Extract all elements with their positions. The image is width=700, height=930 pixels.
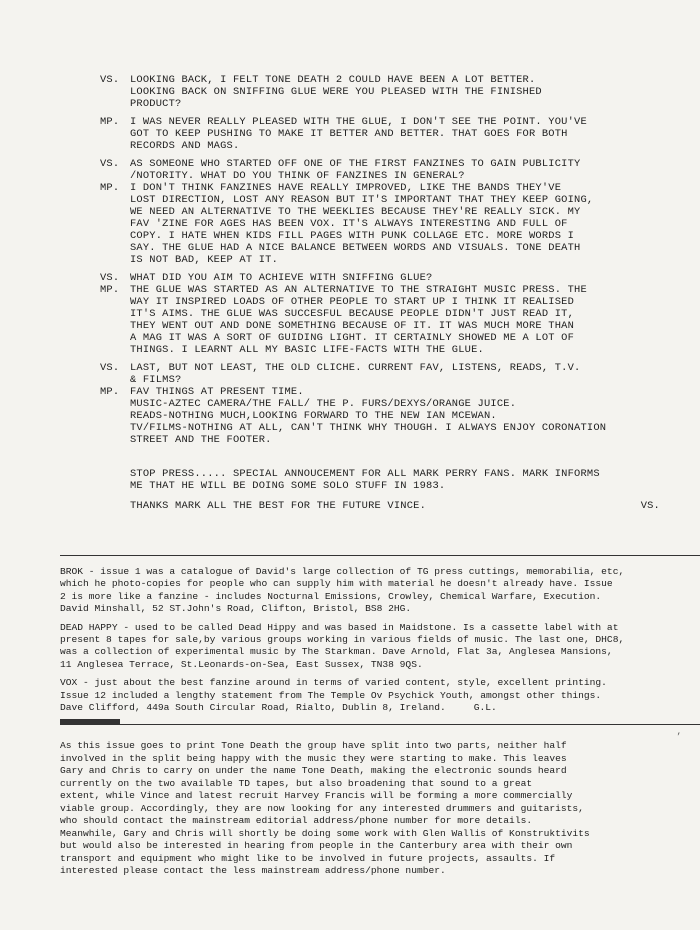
interview-block	[100, 158, 660, 182]
speaker-label: MP.	[100, 116, 120, 128]
interview-text: FAV THINGS AT PRESENT TIME. MUSIC-AZTEC CAMERA/THE FALL/ THE P. FURS/DEXYS/ORANGE JUICE. READS-NOTHING MUCH,LOOKING FORWARD TO THE NEW IAN MCEWAN. TV/FILMS-NOTHING AT ALL, CAN'T THINK WHY THOUGH. I ALWAYS ENJOY CORONATION STREET AND THE FOOTER.	[130, 386, 607, 446]
interview-text: WHAT DID YOU AIM TO ACHIEVE WITH SNIFFING GLUE?	[130, 272, 433, 284]
interview-block	[100, 284, 660, 356]
speaker-label: VS.	[100, 158, 120, 170]
interview-section	[100, 74, 660, 512]
review-signature: G.L.	[473, 702, 497, 714]
interview-block	[100, 272, 660, 284]
group-news: As this issue goes to print Tone Death the group have split into two parts, neither half involved in the split being happy with the music they were starting to make. This leaves Gary and Chris to carry on under the name Tone Death, making the electronic sounds heard currently on the two available TD tapes, but also broadening that sound to a great extent, while Vince and latest recruit Harvey Francis will be forming a more commercially viable group. Accordingly, they are now looking for any interested drummers and guitarists, who should contact the mainstream editorial address/phone number for more details. Meanwhile, Gary and Chris will shortly be doing some work with Glen Wallis of Konstruktivits but would also be interested in hearing from people in the Canterbury area with their own transport and equipment who might like to be involved in future projects, assaults. If interested please contact the less mainstream address/phone number.	[60, 740, 590, 876]
divider	[60, 555, 700, 556]
review-text: VOX - just about the best fanzine around in terms of varied content, style, excellent printing. Issue 12 included a lengthy statement from The Temple Ov Psychick Youth, amongst other things. Dave Clifford, 449a South Circular Road, Rialto, Dublin 8, Ireland.	[60, 677, 607, 714]
thanks-text: THANKS MARK ALL THE BEST FOR THE FUTURE VINCE.	[130, 500, 427, 512]
speaker-label: MP.	[100, 386, 120, 398]
speaker-label: VS.	[100, 74, 120, 86]
review-item	[60, 622, 700, 672]
review-item	[60, 566, 700, 616]
interview-text: I DON'T THINK FANZINES HAVE REALLY IMPROVED, LIKE THE BANDS THEY'VE LOST DIRECTION, LOST ANY REASON BUT IT'S IMPORTANT THAT THEY KEEP GOING, WE NEED AN ALTERNATIVE TO THE WEEKLIES BECAUSE THEY'RE REALLY SICK. MY FAV 'ZINE FOR AGES HAS BEEN VOX. IT'S ALWAYS INTERESTING AND FULL OF COPY. I HATE WHEN KIDS FILL PAGES WITH PUNK COLLAGE ETC. MORE WORDS I SAY. THE GLUE HAD A NICE BALANCE BETWEEN WORDS AND VISUALS. TONE DEATH IS NOT BAD, KEEP AT IT.	[130, 182, 594, 266]
page-mark: ’	[676, 732, 682, 742]
interview-block	[100, 74, 660, 110]
interview-block	[100, 386, 660, 446]
interview-text: LAST, BUT NOT LEAST, THE OLD CLICHE. CURRENT FAV, LISTENS, READS, T.V. & FILMS?	[130, 362, 581, 386]
interview-text: AS SOMEONE WHO STARTED OFF ONE OF THE FIRST FANZINES TO GAIN PUBLICITY /NOTORITY. WHAT DO YOU THINK OF FANZINES IN GENERAL?	[130, 158, 581, 182]
interview-block	[100, 362, 660, 386]
speaker-label: MP.	[100, 284, 120, 296]
speaker-label: MP.	[100, 182, 120, 194]
interview-block	[100, 116, 660, 152]
review-text: DEAD HAPPY - used to be called Dead Hippy and was based in Maidstone. Is a cassette label with at present 8 tapes for sale,by various groups working in various fields of music. The last one, DHC8, was a collection of experimental music by The Starkman. Dave Arnold, Flat 3a, Anglesea Mansions, 11 Anglesea Terrace, St.Leonards-on-Sea, East Sussex, TN38 9QS.	[60, 621, 625, 670]
review-text: BROK - issue 1 was a catalogue of David's large collection of TG press cuttings, memorabilia, etc, which he photo-copies for people who can supply him with material he doesn't already have. Issue 2 is more like a fanzine - includes Nocturnal Emissions, Crowley, Chemical Warfare, Execution. David Minshall, 52 ST.John's Road, Clifton, Bristol, BS8 2HG.	[60, 566, 625, 615]
interview-text: I WAS NEVER REALLY PLEASED WITH THE GLUE, I DON'T SEE THE POINT. YOU'VE GOT TO KEEP PUSHING TO MAKE IT BETTER AND BETTER. THAT GOES FOR BOTH RECORDS AND MAGS.	[130, 116, 587, 152]
interview-block	[100, 182, 660, 266]
thanks-signature: VS.	[640, 500, 660, 512]
stop-press: STOP PRESS..... SPECIAL ANNOUCEMENT FOR ALL MARK PERRY FANS. MARK INFORMS ME THAT HE WILL BE DOING SOME SOLO STUFF IN 1983.	[130, 468, 600, 492]
speaker-label: VS.	[100, 272, 120, 284]
interview-text: THE GLUE WAS STARTED AS AN ALTERNATIVE TO THE STRAIGHT MUSIC PRESS. THE WAY IT INSPIRED LOADS OF OTHER PEOPLE TO START UP I THINK IT REALISED IT'S AIMS. THE GLUE WAS SUCCESFUL BECAUSE PEOPLE DIDN'T JUST READ IT, THEY WENT OUT AND DONE SOMETHING BECAUSE OF IT. IT WAS MUCH MORE THAN A MAG IT WAS A SORT OF GUIDING LIGHT. IT CERTAINLY SHOWED ME A LOT OF THINGS. I LEARNT ALL MY BASIC LIFE-FACTS WITH THE GLUE.	[130, 284, 587, 356]
fanzine-reviews	[60, 566, 700, 720]
divider	[60, 724, 700, 725]
interview-text: LOOKING BACK, I FELT TONE DEATH 2 COULD HAVE BEEN A LOT BETTER. LOOKING BACK ON SNIFFING GLUE WERE YOU PLEASED WITH THE FINISHED PRODUCT?	[130, 74, 542, 110]
review-item	[60, 677, 700, 714]
thanks-line	[130, 500, 660, 512]
speaker-label: VS.	[100, 362, 120, 374]
